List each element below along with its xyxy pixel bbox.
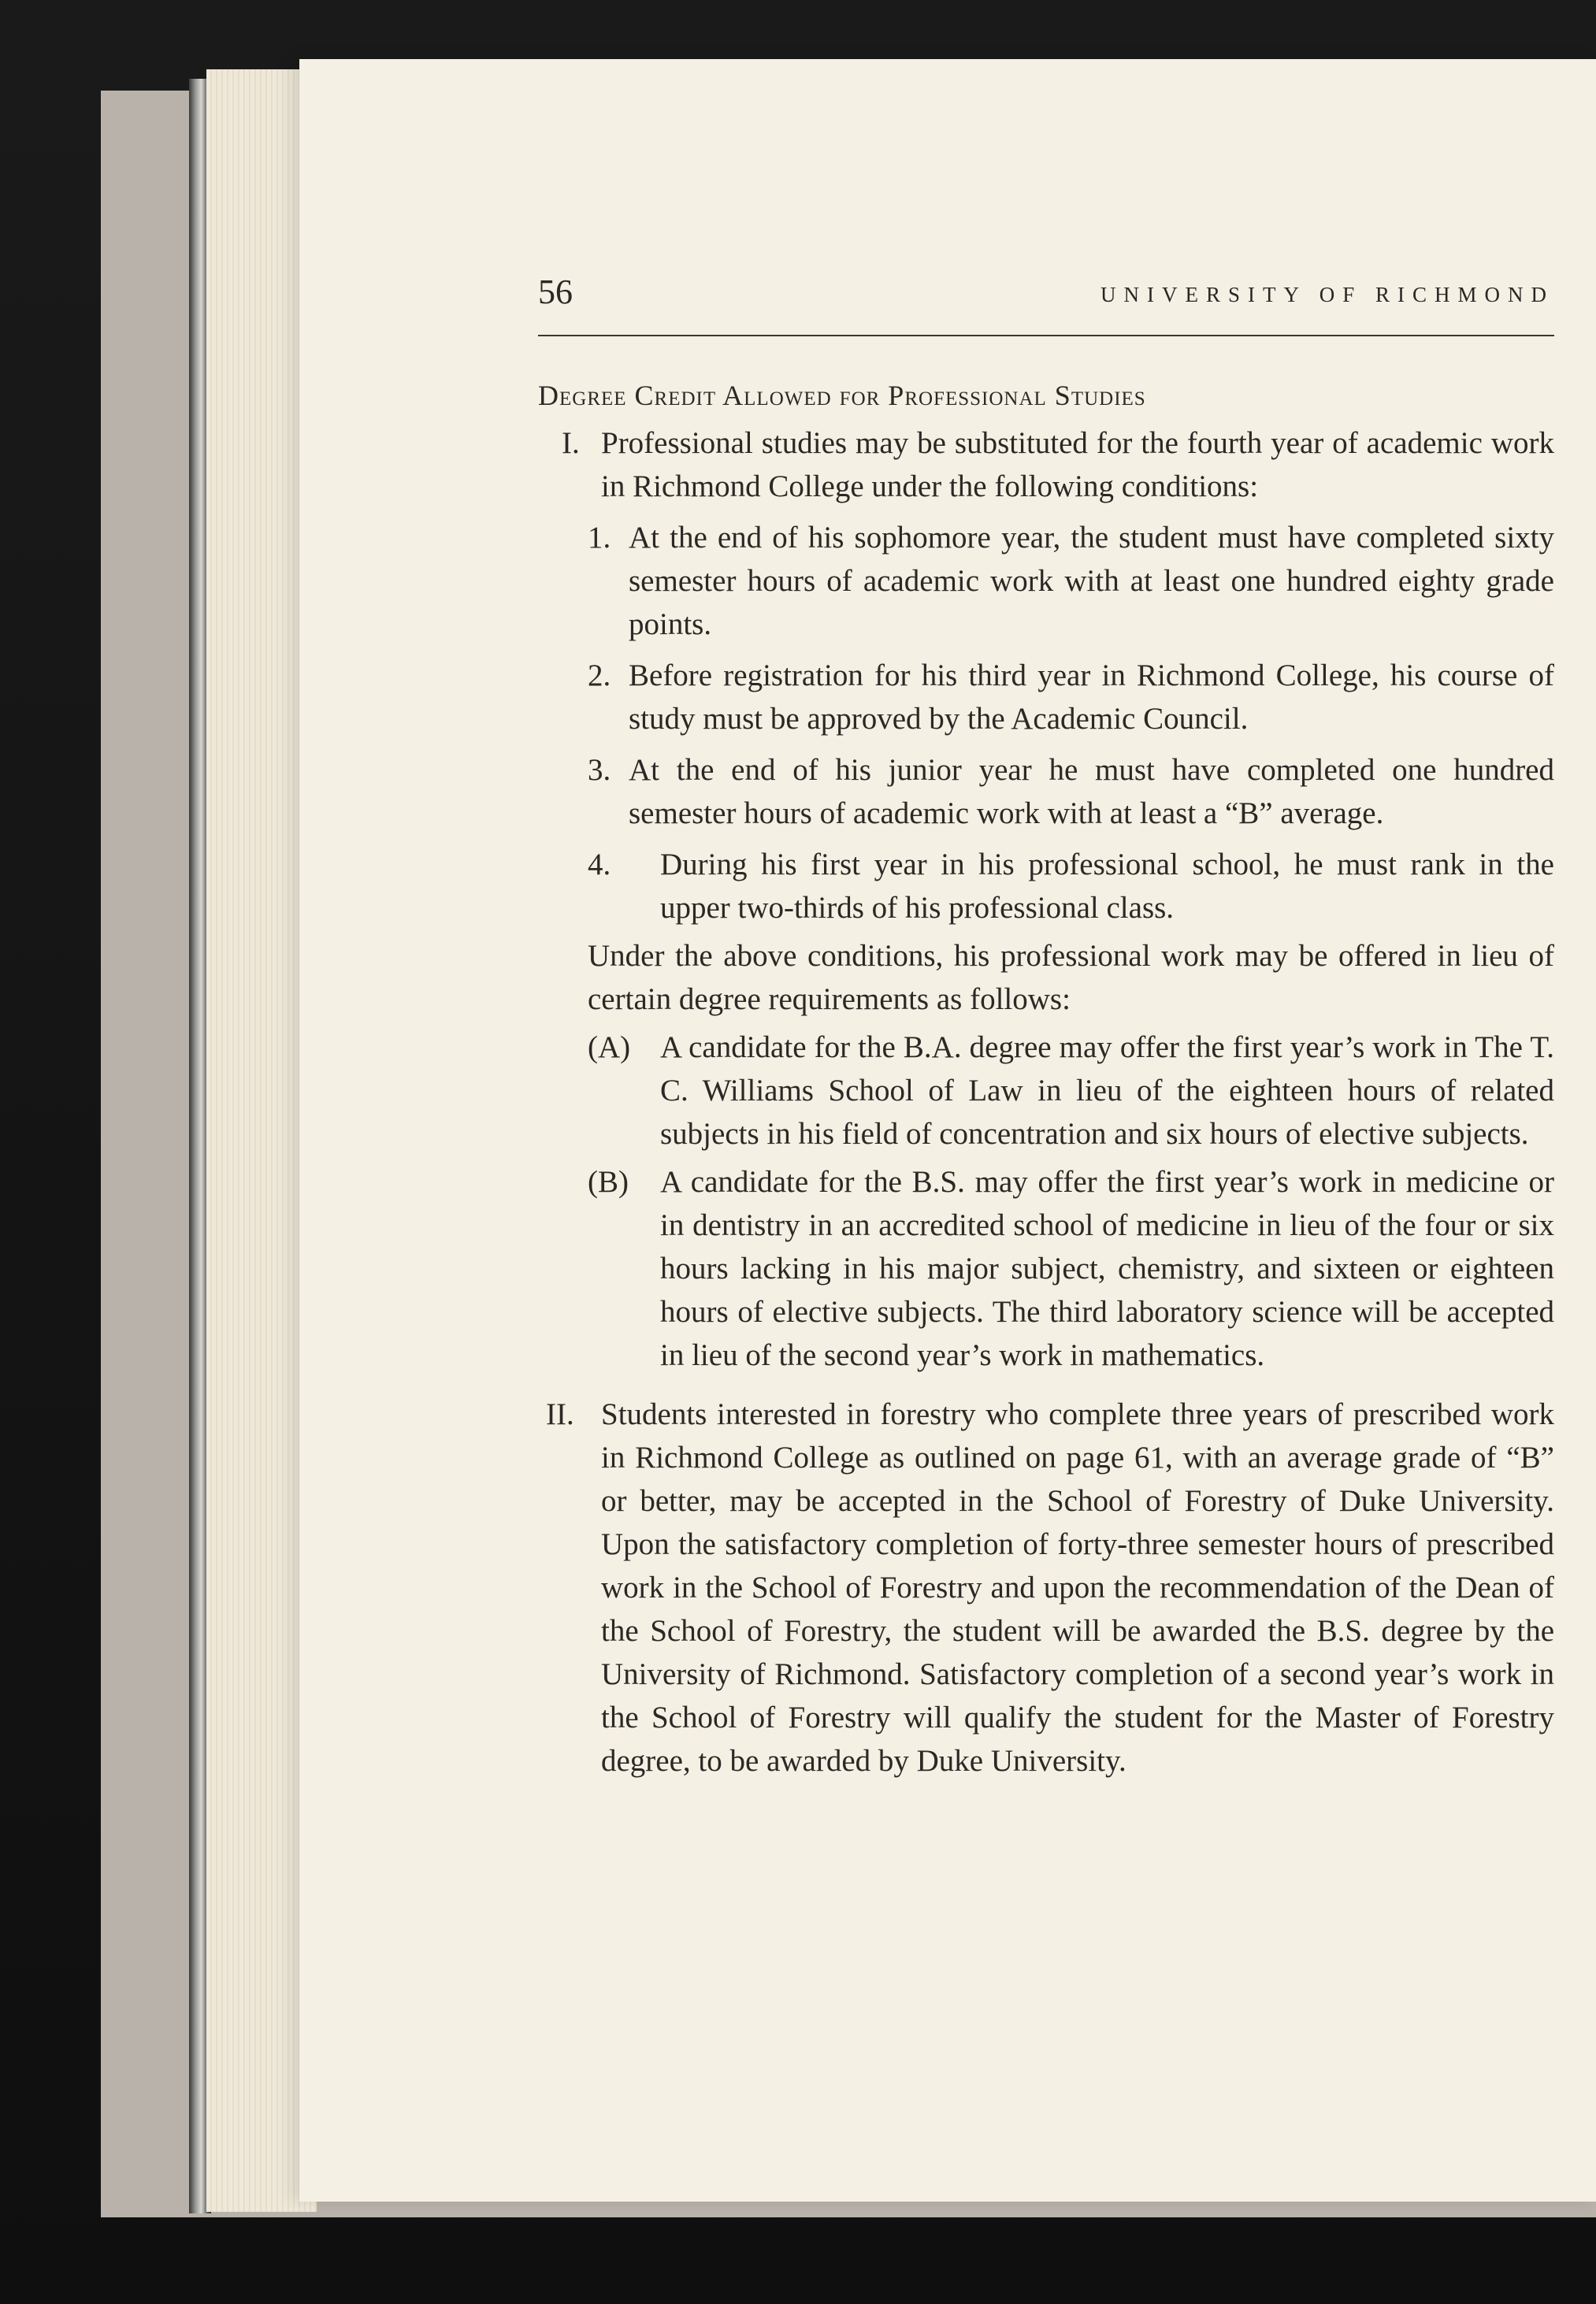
- condition-marker: 3.: [588, 753, 611, 787]
- option-item: [538, 1026, 1554, 1156]
- option-text: A candidate for the B.S. may offer the first year’s work in medicine or in dentistry in an accredited school of medicine in lieu of the four or six hours lacking in his major subject, chemistry, and sixteen or eighteen hours of elective subjects. The third laboratory science will be accepted in lieu of the second year’s work in mathematics.: [660, 1165, 1554, 1372]
- condition-item: [538, 748, 1554, 835]
- part-two-numeral: II.: [546, 1397, 574, 1431]
- part-one-numeral: I.: [562, 426, 580, 460]
- part-one-text: Professional studies may be substituted for the fourth year of academic work in Richmond College under the following conditions:: [601, 426, 1554, 503]
- running-head: [538, 272, 1554, 336]
- conditions-summary: Under the above conditions, his professional work may be offered in lieu of certain degree requirements as follows:: [588, 939, 1554, 1016]
- section-heading: Degree Credit Allowed for Professional Studies: [538, 380, 1146, 411]
- condition-text: At the end of his sophomore year, the student must have completed sixty semester hours of academic work with at least one hundred eighty grade points.: [629, 521, 1554, 641]
- condition-item: [538, 516, 1554, 646]
- option-item: [538, 1160, 1554, 1377]
- option-text: A candidate for the B.A. degree may offer the first year’s work in The T. C. Williams School of Law in lieu of the eighteen hours of related subjects in his field of concentration and six hours of elective subjects.: [660, 1030, 1554, 1151]
- condition-item: [538, 843, 1554, 929]
- running-title: UNIVERSITY OF RICHMOND: [1100, 283, 1554, 306]
- page-number: 56: [538, 273, 573, 311]
- option-marker: (B): [588, 1165, 629, 1199]
- condition-marker: 1.: [588, 521, 611, 555]
- page-content: [538, 374, 1554, 1783]
- condition-marker: 4.: [588, 848, 611, 881]
- condition-item: [538, 654, 1554, 740]
- part-two-text: Students interested in forestry who complete three years of prescribed work in Richmond College as outlined on page 61, with an average grade of “B” or better, may be accepted in the School of Forestry of Duke University. Upon the satisfactory completion of forty-three semester hours of prescribed work in the School of Forestry and upon the recommendation of the Dean of the School of Forestry, the student will be awarded the B.S. degree by the University of Richmond. Satisfactory completion of a second year’s work in the School of Forestry will qualify the student for the Master of Forestry degree, to be awarded by Duke University.: [601, 1397, 1554, 1778]
- part-one: [538, 421, 1554, 508]
- condition-text: During his first year in his professional school, he must rank in the upper two-thirds of his professional class.: [660, 848, 1554, 925]
- condition-marker: 2.: [588, 659, 611, 692]
- condition-text: Before registration for his third year in Richmond College, his course of study must be approved by the Academic Council.: [629, 659, 1554, 736]
- condition-text: At the end of his junior year he must have completed one hundred semester hours of academic work with at least a “B” average.: [629, 753, 1554, 830]
- book-page: [299, 59, 1596, 2202]
- part-two: [538, 1393, 1554, 1783]
- option-marker: (A): [588, 1030, 631, 1064]
